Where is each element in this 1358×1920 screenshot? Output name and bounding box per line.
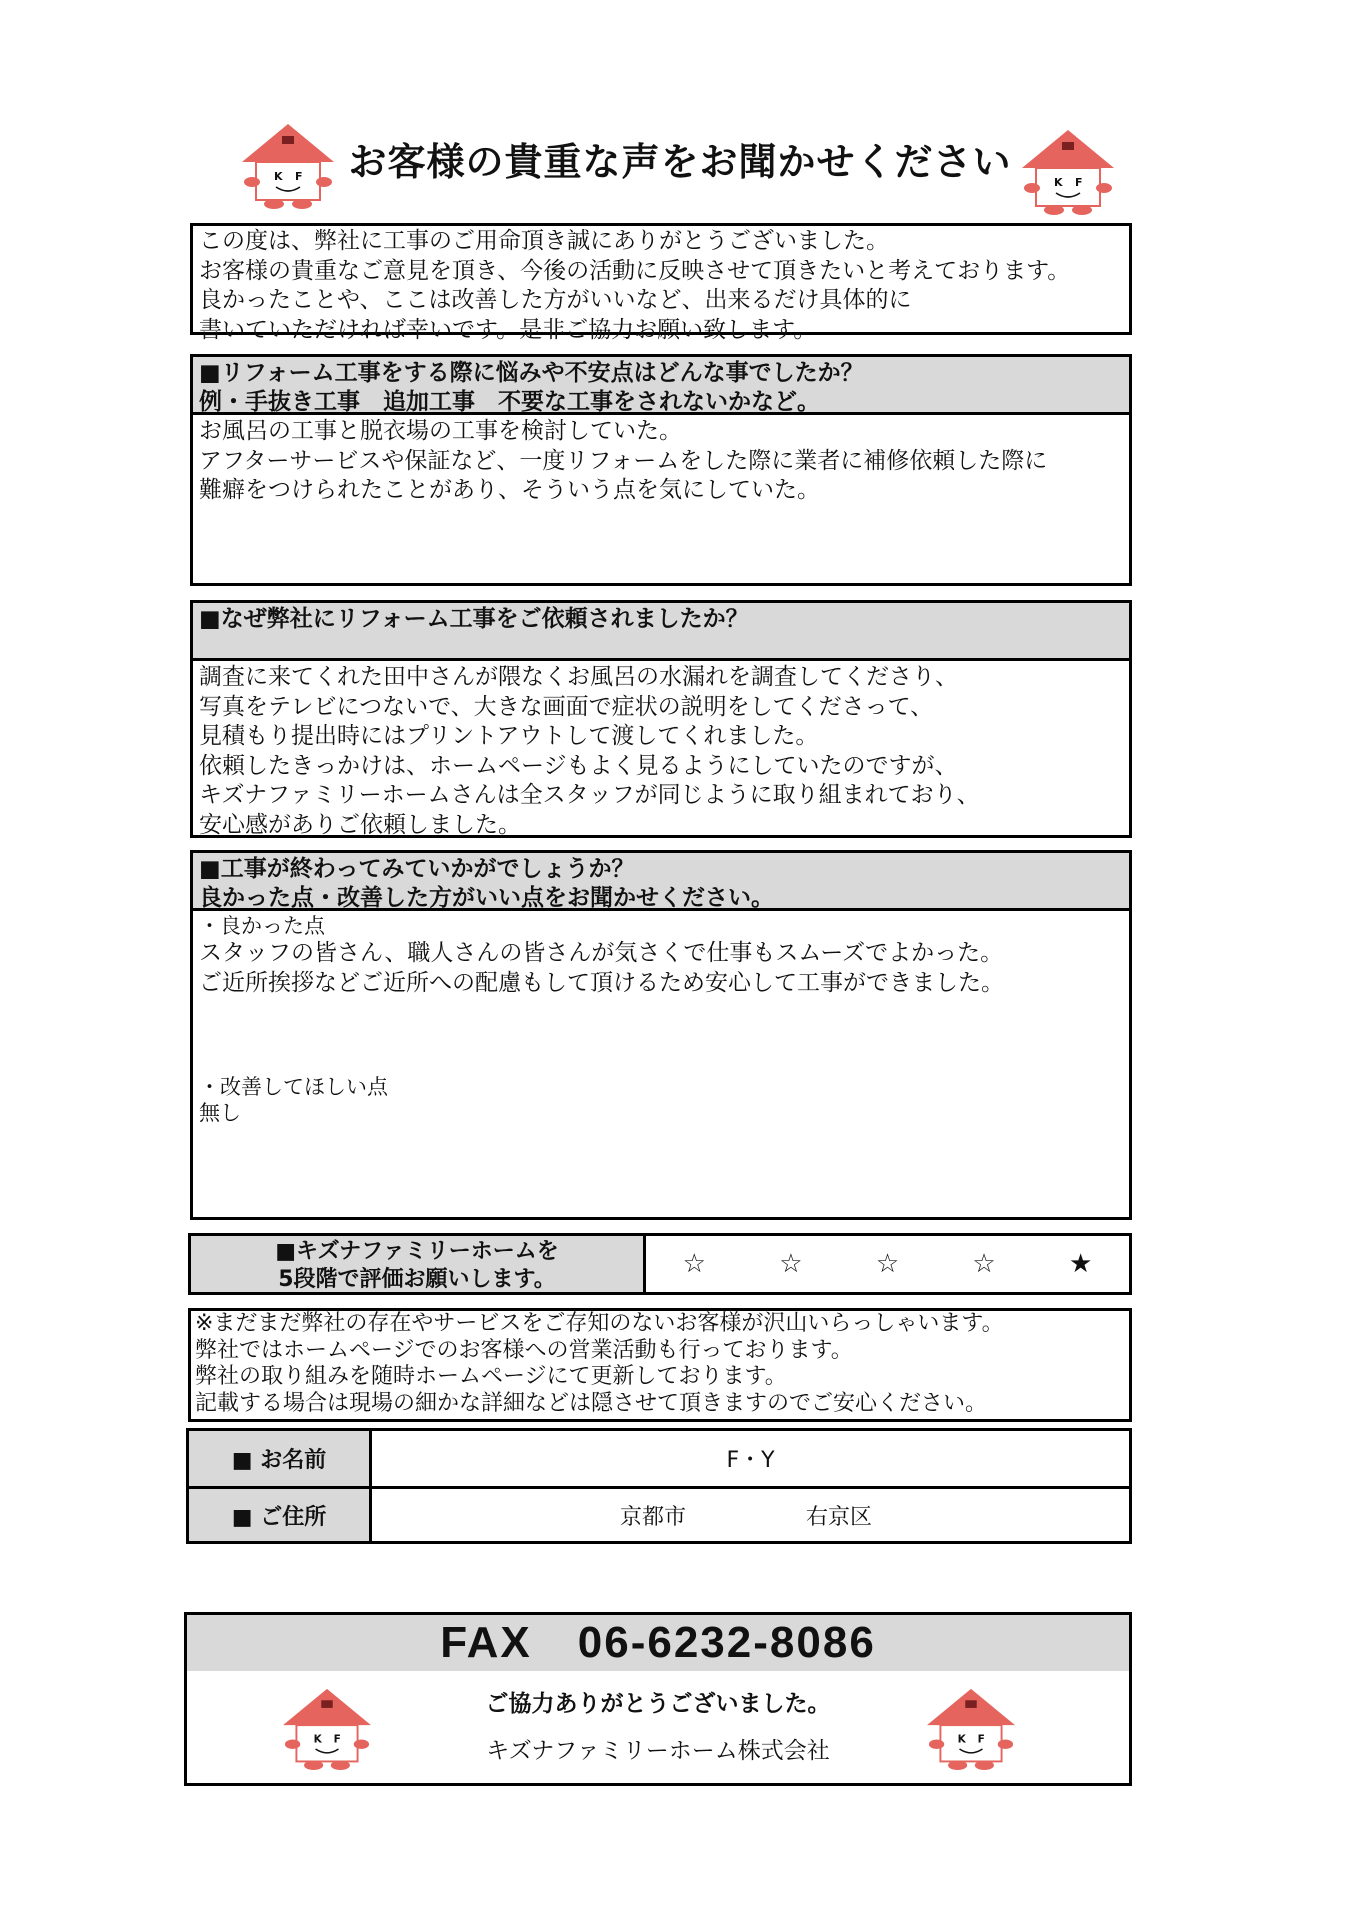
intro-box bbox=[190, 223, 1132, 343]
question-2-box bbox=[190, 600, 1132, 838]
page-title: お客様の貴重な声をお聞かせください bbox=[348, 140, 1012, 184]
rating-box bbox=[188, 1233, 1132, 1295]
rating-star-3: ☆ bbox=[875, 1249, 900, 1279]
svg-text:F: F bbox=[295, 170, 303, 183]
address-row bbox=[189, 1489, 1129, 1541]
question-3-box bbox=[190, 850, 1132, 1220]
address-city: 京都市 bbox=[620, 1504, 687, 1530]
name-label: ■ お名前 bbox=[189, 1431, 372, 1486]
address-label: ■ ご住所 bbox=[189, 1489, 372, 1541]
house-mascot-logo-left bbox=[238, 120, 338, 210]
rating-star-5: ★ bbox=[1069, 1249, 1093, 1279]
svg-text:F: F bbox=[333, 1733, 341, 1746]
intro-text: この度は、弊社に工事のご用命頂き誠にありがとうございました。 お客様の貴重なご意見を頂き、今後の活動に反映させて頂きたいと考えております。 良かったことや、ここは改善した方がいいなど、出来るだけ具体的に 書いていただければ幸いです。是非ご協力お願い致します。 bbox=[199, 228, 1071, 343]
rating-star-4: ☆ bbox=[972, 1249, 996, 1279]
rating-star-1: ☆ bbox=[682, 1249, 706, 1279]
svg-text:F: F bbox=[1075, 176, 1083, 189]
question-3-header: ■工事が終わってみていかがでしょうか？ 良かった点・改善した方がいい点をお聞かせください。 bbox=[193, 853, 1129, 911]
name-value: F・Y bbox=[726, 1448, 775, 1473]
company-name: キズナファミリーホーム株式会社 bbox=[486, 1738, 830, 1764]
svg-text:F: F bbox=[977, 1733, 985, 1746]
question-1-answer: お風呂の工事と脱衣場の工事を検討していた。 アフターサービスや保証など、一度リフォームをした際に業者に補修依頼した際に 難癖をつけられたことがあり、そういう点を気にしていた。 bbox=[199, 418, 1048, 503]
notice-box bbox=[188, 1308, 1132, 1422]
question-1-header: ■リフォーム工事をする際に悩みや不安点はどんな事でしたか？ 例・手抜き工事 追加工事 不要な工事をされないかなど。 bbox=[193, 357, 1129, 415]
fax-number: FAX 06-6232-8086 bbox=[187, 1615, 1129, 1671]
fax-footer-box bbox=[184, 1612, 1132, 1786]
good-points-label: ・良かった点 bbox=[199, 914, 325, 938]
question-1-box bbox=[190, 354, 1132, 586]
question-2-header: ■なぜ弊社にリフォーム工事をご依頼されましたか？ bbox=[193, 603, 1129, 661]
good-points-text: スタッフの皆さん、職人さんの皆さんが気さくで仕事もスムーズでよかった。 ご近所挨拶などご近所への配慮もして頂けるため安心して工事ができました。 bbox=[199, 940, 1004, 996]
house-mascot-footer-left bbox=[279, 1685, 375, 1771]
address-value bbox=[372, 1489, 1129, 1541]
name-row bbox=[189, 1431, 1129, 1489]
notice-text: ※まだまだ弊社の存在やサービスをご存知のないお客様が沢山いらっしゃいます。 弊社ではホームページでのお客様への営業活動も行っております。 弊社の取り組みを随時ホームページにて更新しております。 記載する場合は現場の細かな詳細などは隠させて頂きますのでご安心ください。 bbox=[195, 1311, 1004, 1416]
improve-points-label: ・改善してほしい点 bbox=[199, 1075, 388, 1099]
improve-points-text: 無し bbox=[199, 1101, 241, 1125]
house-mascot-footer-right bbox=[923, 1685, 1019, 1771]
svg-text:K: K bbox=[957, 1733, 966, 1746]
svg-text:K: K bbox=[313, 1733, 322, 1746]
rating-stars bbox=[646, 1236, 1129, 1292]
svg-text:K: K bbox=[274, 170, 283, 183]
thanks-message: ご協力ありがとうございました。 bbox=[485, 1691, 831, 1717]
house-mascot-logo-right bbox=[1018, 126, 1118, 216]
customer-info-table bbox=[186, 1428, 1132, 1544]
address-ward: 右京区 bbox=[806, 1504, 873, 1530]
rating-star-2: ☆ bbox=[779, 1249, 803, 1279]
question-2-answer: 調査に来てくれた田中さんが隈なくお風呂の水漏れを調査してくださり、 写真をテレビにつないで、大きな画面で症状の説明をしてくださって、 見積もり提出時にはプリントアウトして渡してくれました。 依頼したきっかけは、ホームページもよく見るようにしていたのですが、 キズナファミリーホームさんは全スタッフが同じように取り組まれており、 安心感がありご依頼しました。 bbox=[199, 664, 980, 838]
rating-label: ■キズナファミリーホームを 5段階で評価お願いします。 bbox=[191, 1236, 646, 1292]
svg-text:K: K bbox=[1054, 176, 1063, 189]
